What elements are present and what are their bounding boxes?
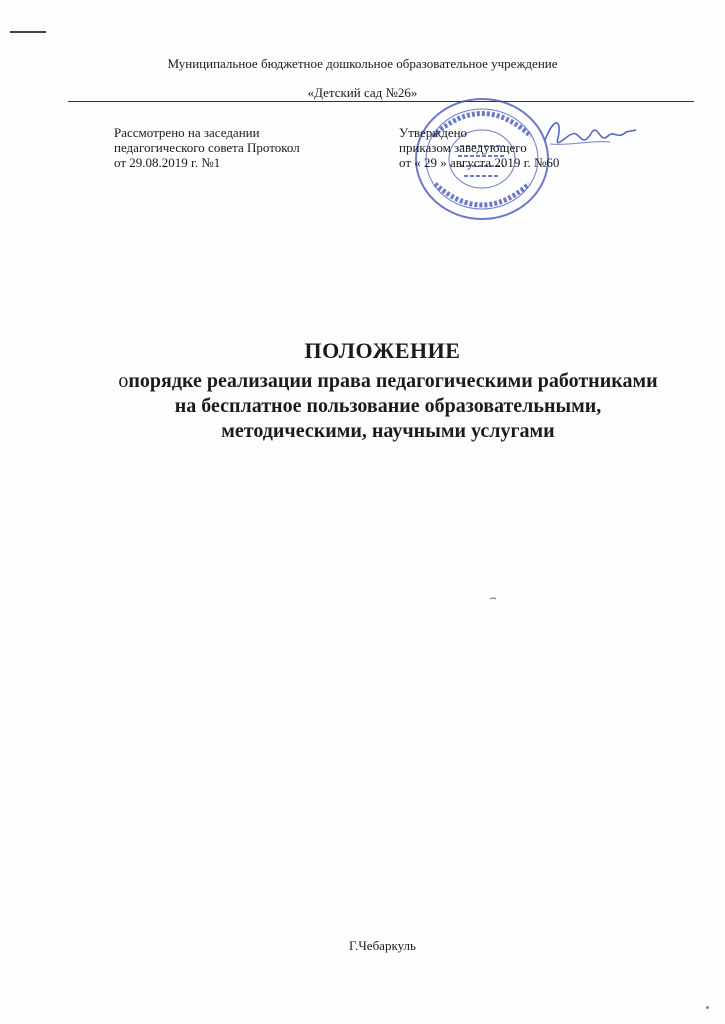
header-divider bbox=[68, 101, 694, 102]
corner-mark bbox=[10, 31, 46, 33]
organization-name: «Детский сад №26» bbox=[307, 85, 418, 100]
approved-line-2: приказом заведующего bbox=[399, 140, 527, 155]
subtitle-prefix: о bbox=[118, 370, 129, 392]
approved-line-3: от « 29 » августа 2019 г. №60 bbox=[399, 155, 560, 170]
document-subtitle bbox=[118, 369, 658, 444]
approved-line-1: Утверждено bbox=[399, 125, 468, 140]
subtitle-text: порядке реализации права педагогическими работниками на бесплатное пользование образовательными, методическими, научными услугами bbox=[128, 370, 658, 442]
city-footer: Г.Чебаркуль bbox=[349, 938, 416, 953]
organization-header: Муниципальное бюджетное дошкольное образовательное учреждение bbox=[167, 56, 558, 71]
scan-speck bbox=[706, 1006, 709, 1009]
ink-mark-icon bbox=[490, 597, 496, 601]
approved-block bbox=[399, 125, 559, 170]
considered-block bbox=[114, 125, 300, 170]
considered-line-3: от 29.08.2019 г. №1 bbox=[114, 155, 221, 170]
considered-line-2: педагогического совета Протокол bbox=[114, 140, 300, 155]
document-title: ПОЛОЖЕНИЕ bbox=[304, 338, 461, 363]
considered-line-1: Рассмотрено на заседании bbox=[114, 125, 260, 140]
